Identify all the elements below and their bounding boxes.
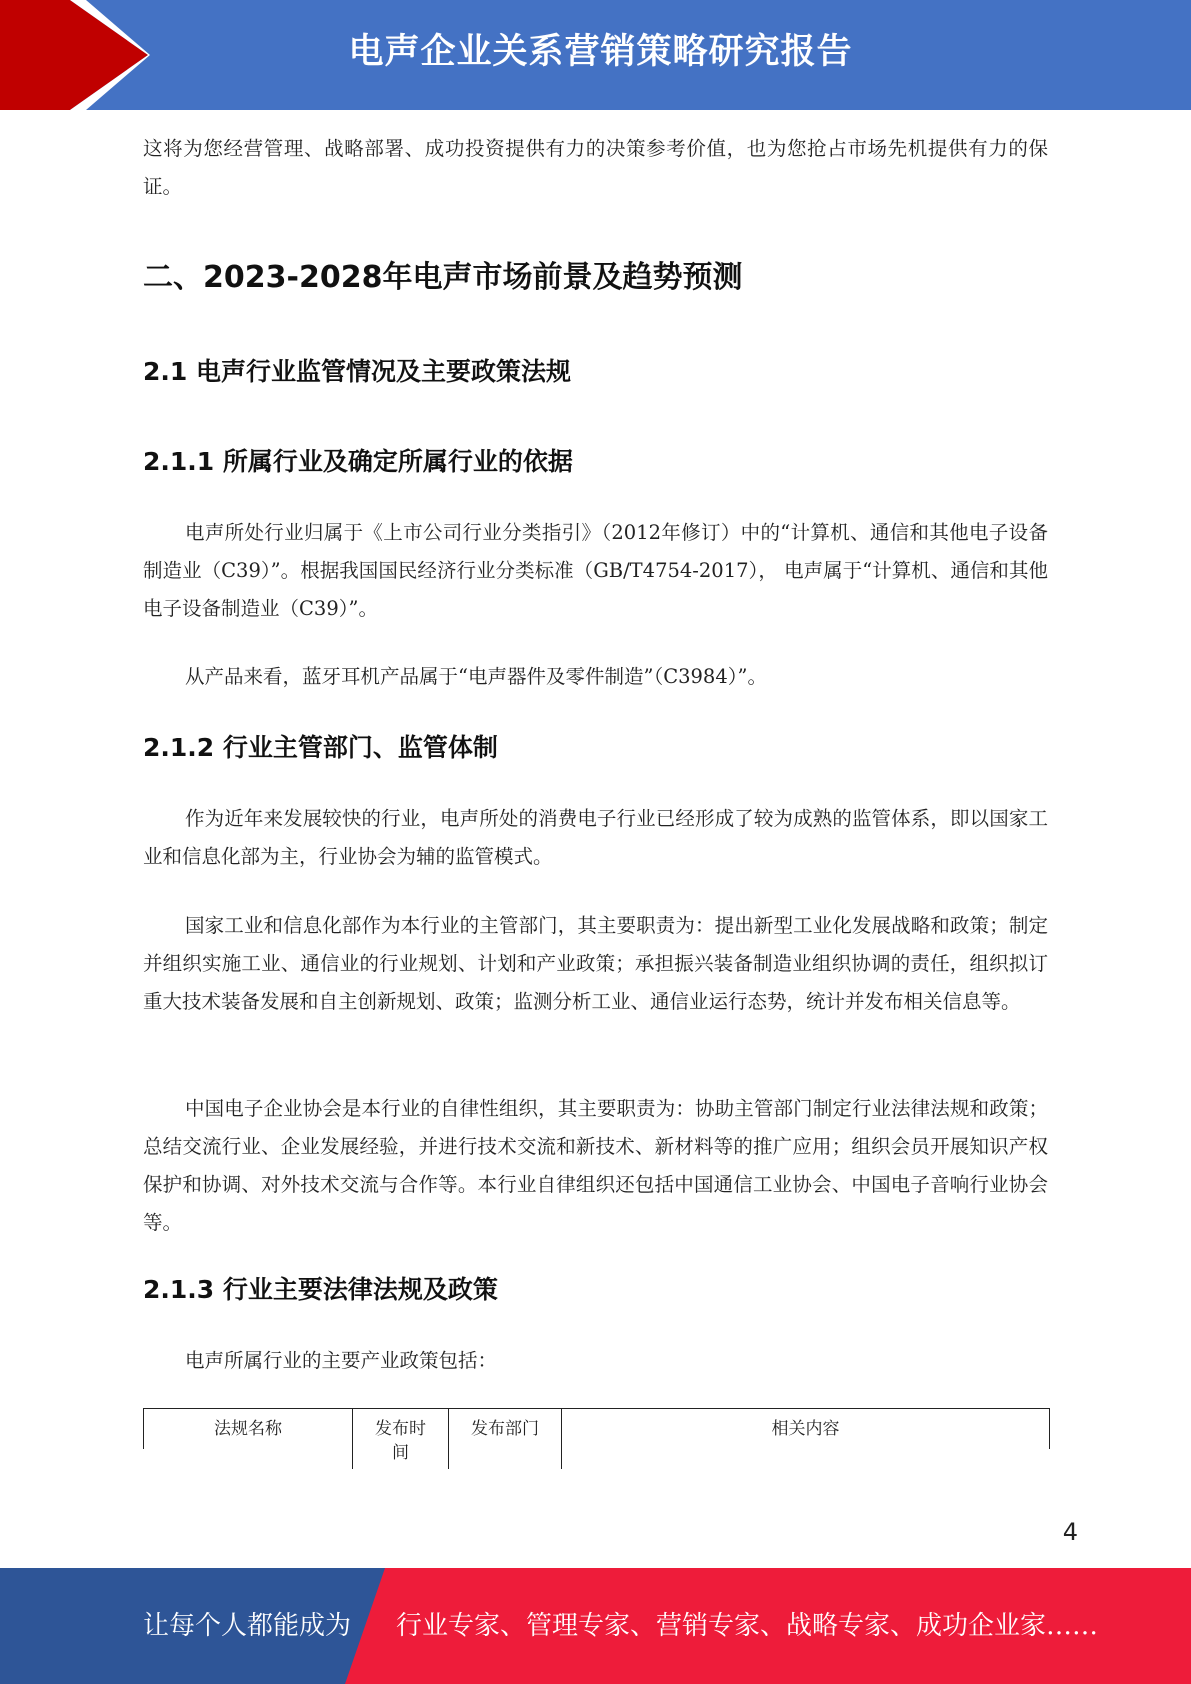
page-footer [0,1568,1191,1684]
footer-slogan-left: 让每个人都能成为 [143,1611,352,1641]
footer-slogan-right: 行业专家、管理专家、营销专家、战略专家、成功企业家…… [396,1611,1099,1641]
section-title: 二、2023-2028年电声市场前景及趋势预测 [143,260,743,295]
report-title: 电声企业关系营销策略研究报告 [348,32,853,72]
paragraph-association-duties: 中国电子企业协会是本行业的自律性组织，其主要职责为：协助主管部门制定行业法律法规和政策；总结交流行业、企业发展经验，并进行技术交流和新技术、新材料等的推广应用；组织会员开展知识产权保护和协调、对外技术交流与合作等。本行业自律组织还包括中国通信工业协会、中国电子音响行业协会等。 [143,1097,1048,1234]
subsection-2-1-title: 2.1 电声行业监管情况及主要政策法规 [143,357,571,386]
table-header-cell: 发布部门 [449,1409,562,1469]
paragraph-ministry-duties: 国家工业和信息化部作为本行业的主管部门，其主要职责为：提出新型工业化发展战略和政策；制定并组织实施工业、通信业的行业规划、计划和产业政策；承担振兴装备制造业组织协调的责任，组织拟订重大技术装备发展和自主创新规划、政策；监测分析工业、通信业运行态势，统计并发布相关信息等。 [143,914,1048,1013]
intro-paragraph: 这将为您经营管理、战略部署、成功投资提供有力的决策参考价值，也为您抢占市场先机提供有力的保证。 [143,137,1048,198]
subsection-2-1-1-title: 2.1.1 所属行业及确定所属行业的依据 [143,447,573,476]
page-number: 4 [1062,1518,1078,1546]
subsection-2-1-3-title: 2.1.3 行业主要法律法规及政策 [143,1275,498,1304]
policy-table [143,1408,1050,1463]
table-header-cell: 法规名称 [144,1409,353,1469]
table-header-cell: 发布时间 [353,1409,449,1469]
page-header [0,0,1191,110]
paragraph-product-classification: 从产品来看，蓝牙耳机产品属于“电声器件及零件制造”（C3984）”。 [185,665,767,688]
paragraph-industry-classification: 电声所处行业归属于《上市公司行业分类指引》（2012年修订）中的“计算机、通信和其他电子设备制造业（C39）”。根据我国国民经济行业分类标准（GB/T4754-2017）， 电声属于“计算机、通信和其他电子设备制造业（C39）”。 [143,521,1048,620]
subsection-2-1-2-title: 2.1.2 行业主管部门、监管体制 [143,733,498,762]
paragraph-policy-intro: 电声所属行业的主要产业政策包括： [185,1349,498,1372]
table-header-cell: 相关内容 [771,1419,840,1439]
paragraph-regulatory-system: 作为近年来发展较快的行业，电声所处的消费电子行业已经形成了较为成熟的监管体系，即以国家工业和信息化部为主，行业协会为辅的监管模式。 [143,807,1048,868]
